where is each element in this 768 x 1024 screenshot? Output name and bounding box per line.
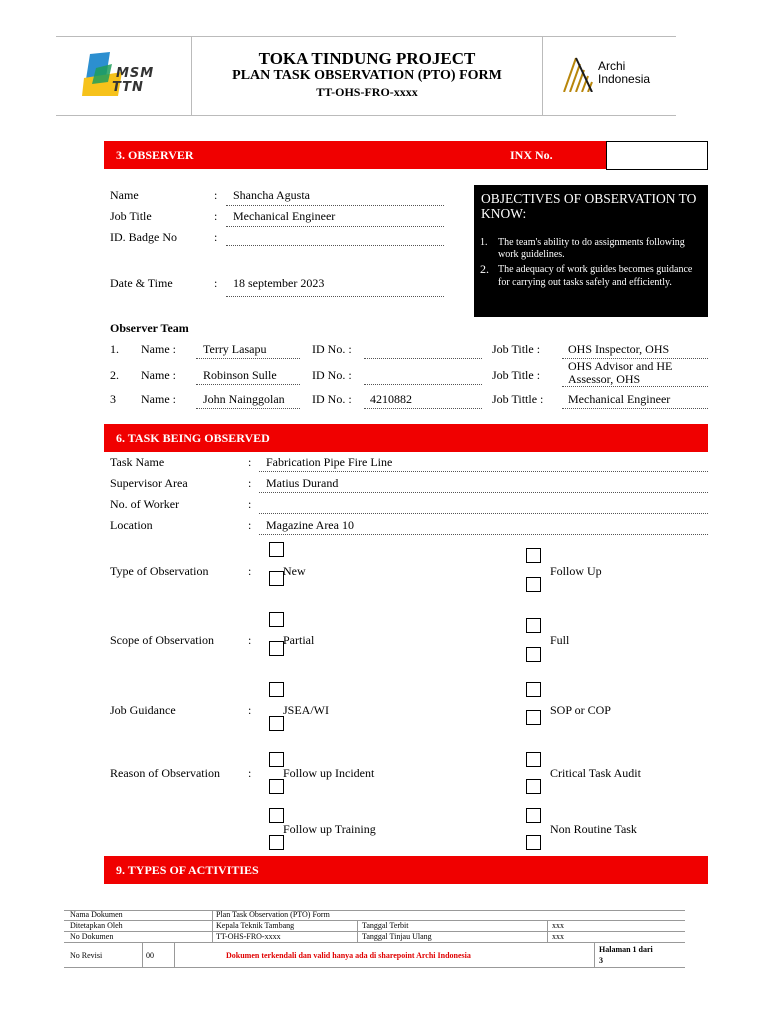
footer-nama-dokumen-label: Nama Dokumen <box>70 910 123 919</box>
observer-date-label: Date & Time <box>110 276 173 290</box>
objective-item-2-text: The adequacy of work guides becomes guidance for carrying out tasks safely and efficiently. <box>498 264 693 288</box>
checkbox-sop-top[interactable] <box>526 682 541 697</box>
team-row-3-num: 3 <box>110 392 116 406</box>
objective-item-1-text: The team's ability to do assignments following work guidelines. <box>498 237 685 260</box>
team-row-1-job-label: Job Title : <box>492 342 541 356</box>
logo-text-msm: MSM <box>116 66 155 81</box>
checkbox-follow-up[interactable] <box>526 577 541 592</box>
checkbox-sop[interactable] <box>526 710 541 725</box>
checkbox-new[interactable] <box>269 571 284 586</box>
team-row-2-name-label: Name : <box>141 368 176 382</box>
objectives-title: OBJECTIVES OF OBSERVATION TO KNOW: <box>481 191 697 221</box>
option-critical-task-audit-label: Critical Task Audit <box>550 766 641 780</box>
msm-ttn-logo <box>82 52 162 98</box>
worker-count-label: No. of Worker <box>110 497 180 511</box>
team-row-2-num: 2. <box>110 368 119 382</box>
footer-halaman-line1: Halaman 1 dari <box>599 945 653 954</box>
team-row-1-num: 1. <box>110 342 119 356</box>
team-row-1-job[interactable]: OHS Inspector, OHS <box>568 342 670 356</box>
checkbox-full-top[interactable] <box>526 618 541 633</box>
checkbox-non-routine-task[interactable] <box>526 835 541 850</box>
task-name-label: Task Name <box>110 455 165 469</box>
logo-text-archi: Archi <box>598 59 626 73</box>
checkbox-new-top[interactable] <box>269 542 284 557</box>
footer-tanggal-tinjau-label: Tanggal Tinjau Ulang <box>362 932 432 941</box>
observer-job-label: Job Title <box>110 209 152 223</box>
objective-item-2-num: 2. <box>480 262 489 276</box>
team-row-1-id-label: ID No. : <box>312 342 352 356</box>
inx-input[interactable] <box>606 141 708 170</box>
worker-count-sep: : <box>248 497 252 511</box>
checkbox-critical-task-audit[interactable] <box>526 779 541 794</box>
checkbox-partial[interactable] <box>269 641 284 656</box>
observer-job-value[interactable]: Mechanical Engineer <box>233 209 336 223</box>
checkbox-partial-top[interactable] <box>269 612 284 627</box>
option-jsea-label: JSEA/WI <box>283 703 329 717</box>
team-row-2-name[interactable]: Robinson Sulle <box>203 368 277 382</box>
option-non-routine-task-label: Non Routine Task <box>550 822 637 836</box>
type-of-observation-label: Type of Observation <box>110 564 209 578</box>
footer-tanggal-tinjau-value: xxx <box>552 932 564 941</box>
checkbox-critical-task-audit-top[interactable] <box>526 752 541 767</box>
observer-name-sep: : <box>214 188 218 202</box>
form-title: PLAN TASK OBSERVATION (PTO) FORM <box>232 68 502 83</box>
team-row-1-name[interactable]: Terry Lasapu <box>203 342 267 356</box>
option-follow-up-incident-label: Follow up Incident <box>283 766 375 780</box>
team-row-3-name[interactable]: John Nainggolan <box>203 392 285 406</box>
checkbox-follow-up-top[interactable] <box>526 548 541 563</box>
team-row-2-job[interactable]: OHS Advisor and HE Assessor, OHS <box>568 359 673 386</box>
supervisor-area-value[interactable]: Matius Durand <box>266 476 339 490</box>
option-new-label: New <box>283 564 306 578</box>
inx-label: INX No. <box>510 148 553 162</box>
team-row-2-job-label: Job Title : <box>492 368 541 382</box>
team-row-1-name-label: Name : <box>141 342 176 356</box>
logo-text-indonesia: Indonesia <box>598 72 651 86</box>
footer-tanggal-terbit-label: Tanggal Terbit <box>362 921 409 930</box>
observer-name-value[interactable]: Shancha Agusta <box>233 188 310 202</box>
task-name-sep: : <box>248 455 252 469</box>
observer-badge-label: ID. Badge No <box>110 230 177 244</box>
checkbox-non-routine-task-top[interactable] <box>526 808 541 823</box>
location-sep: : <box>248 518 252 532</box>
observer-job-sep: : <box>214 209 218 223</box>
option-follow-up-training-label: Follow up Training <box>283 822 376 836</box>
footer-no-dokumen-value: TT-OHS-FRO-xxxx <box>216 932 281 941</box>
option-sop-label: SOP or COP <box>550 703 611 717</box>
task-name-value[interactable]: Fabrication Pipe Fire Line <box>266 455 393 469</box>
objective-item-1-num: 1. <box>480 237 488 248</box>
supervisor-area-label: Supervisor Area <box>110 476 188 490</box>
option-partial-label: Partial <box>283 633 315 647</box>
team-row-3-job-label: Job Tittle : <box>492 392 544 406</box>
footer-no-dokumen-label: No Dokumen <box>70 932 114 941</box>
checkbox-follow-up-training[interactable] <box>269 835 284 850</box>
type-of-observation-sep: : <box>248 564 252 578</box>
form-code: TT-OHS-FRO-xxxx <box>316 85 418 99</box>
checkbox-full[interactable] <box>526 647 541 662</box>
footer-ditetapkan-value: Kepala Teknik Tambang <box>216 921 295 930</box>
task-section-label: 6. TASK BEING OBSERVED <box>116 431 270 445</box>
job-guidance-label: Job Guidance <box>110 703 176 717</box>
observer-name-label: Name <box>110 188 139 202</box>
team-row-3-job[interactable]: Mechanical Engineer <box>568 392 671 406</box>
supervisor-area-sep: : <box>248 476 252 490</box>
job-guidance-sep: : <box>248 703 252 717</box>
activities-section-label: 9. TYPES OF ACTIVITIES <box>116 863 259 877</box>
observer-date-sep: : <box>214 276 218 290</box>
observer-section-label: 3. OBSERVER <box>116 148 194 162</box>
team-row-3-name-label: Name : <box>141 392 176 406</box>
reason-of-observation-sep: : <box>248 766 252 780</box>
location-label: Location <box>110 518 153 532</box>
checkbox-follow-up-incident[interactable] <box>269 779 284 794</box>
footer-nama-dokumen-value: Plan Task Observation (PTO) Form <box>216 910 330 919</box>
observer-team-heading: Observer Team <box>110 321 189 335</box>
reason-of-observation-label: Reason of Observation <box>110 766 220 780</box>
checkbox-jsea-top[interactable] <box>269 682 284 697</box>
footer-no-revisi-label: No Revisi <box>70 951 103 960</box>
activities-section-bar <box>104 856 708 884</box>
footer-no-revisi-value: 00 <box>146 951 154 960</box>
checkbox-jsea[interactable] <box>269 716 284 731</box>
footer-ditetapkan-label: Ditetapkan Oleh <box>70 921 123 930</box>
location-value[interactable]: Magazine Area 10 <box>266 518 354 532</box>
logo-text-ttn: TTN <box>112 80 144 95</box>
team-row-3-id-label: ID No. : <box>312 392 352 406</box>
footer-notice: Dokumen terkendali dan valid hanya ada di sharepoint Archi Indonesia <box>226 951 471 960</box>
objectives-box <box>474 185 708 317</box>
footer-halaman-line2: 3 <box>599 956 603 965</box>
team-row-3-id[interactable]: 4210882 <box>370 392 412 406</box>
observer-date-value[interactable]: 18 september 2023 <box>233 276 325 290</box>
scope-of-observation-sep: : <box>248 633 252 647</box>
scope-of-observation-label: Scope of Observation <box>110 633 214 647</box>
archi-indonesia-logo <box>562 54 662 94</box>
observer-badge-sep: : <box>214 230 218 244</box>
option-follow-up-label: Follow Up <box>550 564 602 578</box>
footer-tanggal-terbit-value: xxx <box>552 921 564 930</box>
checkbox-follow-up-incident-top[interactable] <box>269 752 284 767</box>
project-title: TOKA TINDUNG PROJECT <box>258 49 476 68</box>
checkbox-follow-up-training-top[interactable] <box>269 808 284 823</box>
option-full-label: Full <box>550 633 570 647</box>
team-row-2-id-label: ID No. : <box>312 368 352 382</box>
task-section-bar <box>104 424 708 452</box>
